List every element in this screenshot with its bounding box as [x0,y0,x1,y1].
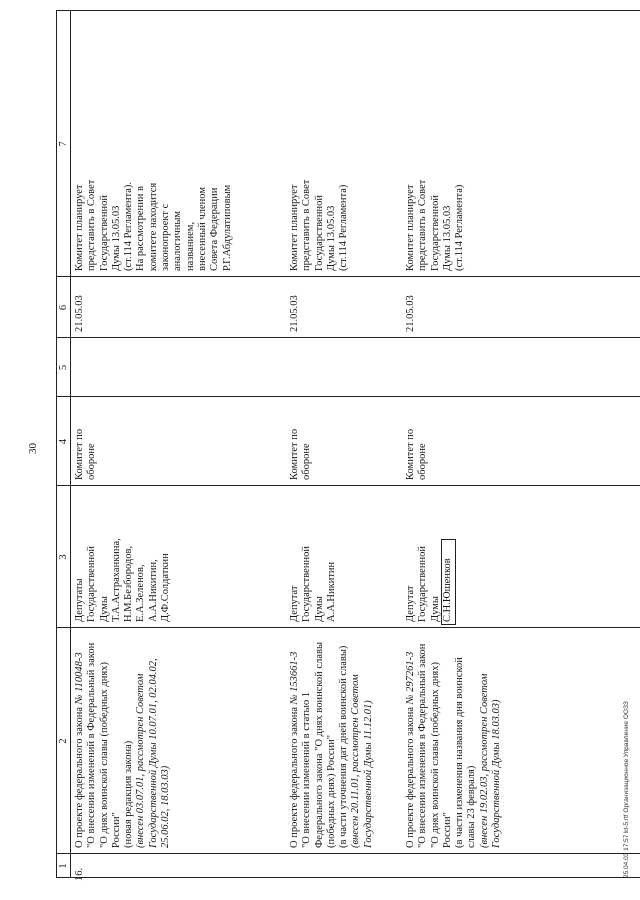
text-line: (ст.114 Регламента) [454,184,466,271]
text-line: (в части уточнения дат дней воинской славы) [338,645,350,848]
text-line: обороне [301,443,313,480]
text-line: Думы 13.05.03 [110,205,122,271]
text-line: обороне [86,443,98,480]
column-number-2: 2 [58,738,69,744]
text-line: Государственной [313,195,325,271]
text-line: Государственной [301,546,313,622]
column-number-7: 7 [58,141,69,147]
text-line: А.А.Никитин [325,561,337,622]
row-1-status [74,180,234,271]
text-line: Н.М.Безбородов, [123,545,135,622]
text-line: Комитет планирует [74,184,85,271]
text-line: "О днях воинской славы (победных днях) [98,662,110,848]
text-line: 25.06.02, 18.03.03) [160,765,172,848]
bill-number: № 110048-3 [74,652,85,705]
text-line: (внесен 03.07.01, рассмотрен Советом [135,673,147,848]
bill-number: № 153661-3 [289,651,300,705]
text-line: Депутаты [74,578,85,622]
text-line: Депутат [405,585,416,622]
text-line: Государственной [417,546,429,622]
column-number-3: 3 [58,554,69,560]
text-line: Думы [98,596,110,622]
text-line: Т.А.Астраханкина, [110,538,122,622]
row-2-status [289,180,350,271]
text-line: законопроект с [160,203,172,271]
row-1-date: 21.05.03 [74,295,85,332]
text-line: "О внесении изменений в статью 1 [301,691,313,848]
column-number-1: 1 [58,863,69,869]
text-line: славы 23 февраля) [466,765,478,848]
print-footer: 25.04.03 17:57 kt-5.rtf Организационное Управление ООЗЗ [623,701,630,878]
text-line: О проекте федерального закона [405,704,416,848]
text-line: (новая редакция закона) [123,740,135,848]
column-number-5: 5 [58,364,69,371]
header-divider [70,10,71,878]
text-line: (победных днях) России" [325,734,337,848]
text-line: Государственной Думы 10.07.01, 02.04.02, [147,658,159,848]
text-line: Комитет по [289,428,300,480]
page-number: 30 [27,443,39,454]
text-line: "О внесении изменений в Федеральный закон [86,642,98,848]
text-line: России" [441,812,453,848]
row-3-status [405,180,466,271]
text-line: Р.Г.Абдулатиповым [221,184,233,271]
column-divider [56,627,640,628]
text-line: Государственной Думы 11.12.01) [362,700,374,848]
bill-number: № 297261-3 [405,651,416,705]
text-line: Думы 13.05.03 [325,205,337,271]
row-1-authors [74,538,172,622]
text-line: "О днях воинской славы (победных днях) [429,662,441,848]
text-line: аналогичным [172,210,184,271]
text-line: Думы [429,596,441,622]
text-line: "О внесении изменения в Федеральный закон [417,643,429,848]
column-number-4: 4 [58,438,69,445]
column-divider [56,485,640,486]
text-line: Комитет по [405,428,416,480]
text-line: России" [110,812,122,848]
text-line: (внесен 20.11.01, рассмотрен Советом [350,674,362,848]
column-divider [56,276,640,277]
row-1-committee [74,429,99,480]
row-number: 16. [74,867,85,881]
text-line: Государственной [429,195,441,271]
row-3-date: 21.05.03 [405,295,416,332]
text-line: Комитет по [74,428,85,480]
text-line: А.А.Никитин, [147,559,159,622]
row-2-date: 21.05.03 [289,295,300,332]
text-line: Государственной [86,546,98,622]
text-line: Думы [313,596,325,622]
text-line: внесенный членом [196,187,208,271]
text-line: О проекте федерального закона [74,704,85,848]
text-line: комитете находится [147,182,159,271]
text-line: Депутат [289,585,300,622]
text-line: На рассмотрении в [135,186,147,271]
text-line: О проекте федерального закона [289,704,300,848]
column-divider [56,337,640,338]
table-border-left [56,877,640,878]
highlighted-author-name: С.Н.Юшенков [441,539,456,625]
text-line: (ст.114 Регламента) [338,184,350,271]
text-line: Совета Федерации [209,187,221,271]
column-number-6: 6 [58,304,69,311]
text-line: представить в Совет [417,179,429,271]
text-line: названием, [184,221,196,271]
table-border-right [56,10,640,11]
text-line: Государственной [98,195,110,271]
row-3-bill-description [405,644,503,848]
text-line: представить в Совет [301,179,313,271]
column-divider [56,396,640,397]
row-1-bill-description [74,643,172,848]
text-line: Комитет планирует [405,184,416,271]
row-2-bill-description [289,642,375,848]
text-line: Государственной Думы 18.03.03) [491,699,503,848]
row-3-committee [405,429,430,480]
text-line: обороне [417,443,429,480]
column-divider [56,853,640,854]
row-2-committee [289,429,314,480]
row-2-authors [289,546,338,622]
text-line: Д.Ф.Солдаткин [160,553,172,622]
text-line: Думы 13.05.03 [441,205,453,271]
text-line: Федерального закона "О днях воинской славы [313,641,325,848]
text-line: (ст.114 Регламента). [123,181,135,271]
text-line: Е.А.Зеленов, [135,564,147,622]
text-line: (в части изменения названия дня воинской [454,657,466,848]
text-line: (внесен 19.02.03, рассмотрен Советом [478,673,490,848]
text-line: Комитет планирует [289,184,300,271]
text-line: представить в Совет [86,179,98,271]
row-3-authors [405,546,442,622]
